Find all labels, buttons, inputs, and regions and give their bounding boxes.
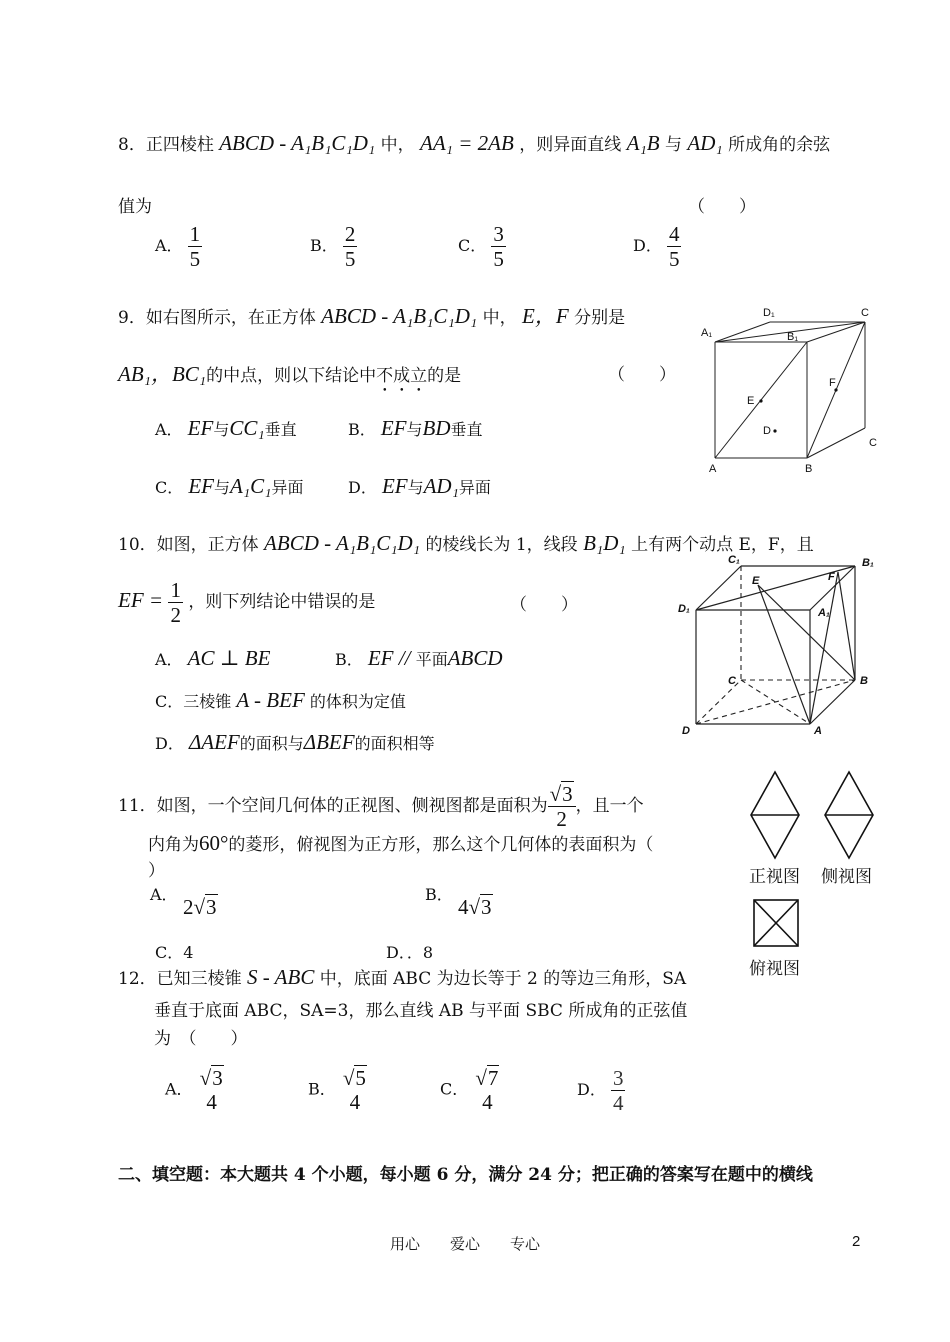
- q9-label-d: D: [763, 425, 771, 437]
- q10-label-b1: B₁: [862, 557, 874, 569]
- q12-line2: 垂直于底面 ABC，SA=3，那么直线 AB 与平面 SBC 所成角的正弦值: [154, 1001, 688, 1021]
- q9-label-d1: D₁: [763, 307, 775, 319]
- q9-label-b: B: [805, 463, 813, 475]
- q10-label-f: F: [828, 571, 835, 583]
- q10-label-a: A: [814, 725, 822, 737]
- q9-line2: AB₁，BC₁的中点，则以下结论中不成立的是: [118, 362, 462, 386]
- q9-option-d: D． EF与AD₁异面: [348, 474, 491, 498]
- q9-label-e: E: [747, 395, 755, 407]
- q9-cube-figure: [695, 300, 890, 480]
- q9-line1: 9．如右图所示，在正方体 ABCD - A₁B₁C₁D₁ 中， E，F 分别是: [118, 304, 626, 328]
- q11-option-d: D．．8: [386, 943, 434, 962]
- q10-line2: EF = $\frac{1}{2}$ ，则下列结论中错误的是: [118, 578, 376, 628]
- q10-label-d1: D₁: [678, 603, 690, 615]
- q11-option-a-value: 2√3: [183, 895, 217, 919]
- q12-line3: 为 （ ）: [154, 1029, 248, 1049]
- q12-option-c: C． √7 4: [440, 1066, 499, 1115]
- q11-option-b-label: B．: [425, 885, 453, 904]
- q10-label-e: E: [752, 575, 760, 587]
- q9-option-b: B． EF与BD垂直: [348, 416, 483, 440]
- q9-paren: （ ）: [608, 365, 676, 385]
- q8-paren: （ ）: [688, 197, 756, 217]
- q8-option-d: D． $\frac{4}{5}$: [633, 222, 680, 272]
- q9-label-b1: B₁: [787, 331, 799, 343]
- q10-option-a: A． AC ⊥ BE: [155, 646, 271, 670]
- q10-option-c: C．三棱锥 A - BEF 的体积为定值: [155, 688, 406, 712]
- q8-option-c: C． $\frac{3}{5}$: [458, 222, 504, 272]
- q10-label-c: C: [728, 675, 736, 687]
- q10-label-b: B: [860, 675, 868, 687]
- q10-label-a1: A₁: [818, 607, 830, 619]
- q12-option-b: B． √5 4: [308, 1066, 366, 1115]
- q9-label-a: A: [709, 463, 717, 475]
- q9-label-c-right: C: [869, 437, 877, 449]
- q9-label-a1: A₁: [701, 327, 713, 339]
- q8-line2: 值为: [118, 197, 152, 217]
- q10-label-c1: C₁: [728, 554, 740, 566]
- q8-line1: 8．正四棱柱 ABCD - A₁B₁C₁D₁ 中， AA₁ = 2AB ，则异面直线 A₁B 与 AD₁ 所成角的余弦: [118, 131, 831, 155]
- q11-top-view-label: 俯视图: [749, 959, 800, 979]
- q11-option-a-label: A．: [150, 885, 178, 904]
- q11-side-view-label: 侧视图: [821, 867, 872, 887]
- q12-option-d: D． $\frac{3}{4}$: [577, 1066, 624, 1116]
- q11-option-c: C．4: [155, 943, 194, 962]
- q11-option-b-value: 4√3: [458, 895, 492, 919]
- q10-paren: （ ）: [510, 595, 578, 615]
- q10-option-b: B． EF // 平面ABCD: [335, 646, 503, 670]
- q12-option-a: A． √3 4: [165, 1066, 223, 1115]
- q12-line1: 12．已知三棱锥 S - ABC 中，底面 ABC 为边长等于 2 的等边三角形，SA: [118, 965, 687, 989]
- q10-option-d: D． ΔAEF的面积与ΔBEF的面积相等: [155, 730, 435, 754]
- page-number: 2: [852, 1233, 861, 1250]
- q11-line1: 11．如图，一个空间几何体的正视图、侧视图都是面积为 $\frac{√3}{2}$ ，且一个: [118, 782, 644, 832]
- q10-line1: 10．如图，正方体 ABCD - A₁B₁C₁D₁ 的棱线长为 1，线段 B₁D₁ 上有两个动点 E，F，且: [118, 531, 814, 555]
- q8-option-b: B． $\frac{2}{5}$: [310, 222, 356, 272]
- q11-front-view-label: 正视图: [749, 867, 800, 887]
- q10-cube-figure: [678, 552, 888, 742]
- q9-label-f: F: [829, 377, 836, 389]
- q9-option-c: C． EF与A₁C₁异面: [155, 474, 304, 498]
- q9-option-a: A． EF与CC₁垂直: [155, 416, 297, 440]
- q10-label-d: D: [682, 725, 690, 737]
- q9-label-c-top: C: [861, 307, 869, 319]
- footer-text: 用心 爱心 专心: [390, 1235, 541, 1253]
- section-2-heading: 二、填空题：本大题共 4 个小题，每小题 6 分，满分 24 分；把正确的答案写在题中的横线: [118, 1165, 813, 1185]
- q8-option-a: A． $\frac{1}{5}$: [155, 222, 201, 272]
- q11-line3: ）: [148, 861, 165, 881]
- q11-line2: 内角为60°的菱形，俯视图为正方形，那么这个几何体的表面积为（: [148, 831, 654, 855]
